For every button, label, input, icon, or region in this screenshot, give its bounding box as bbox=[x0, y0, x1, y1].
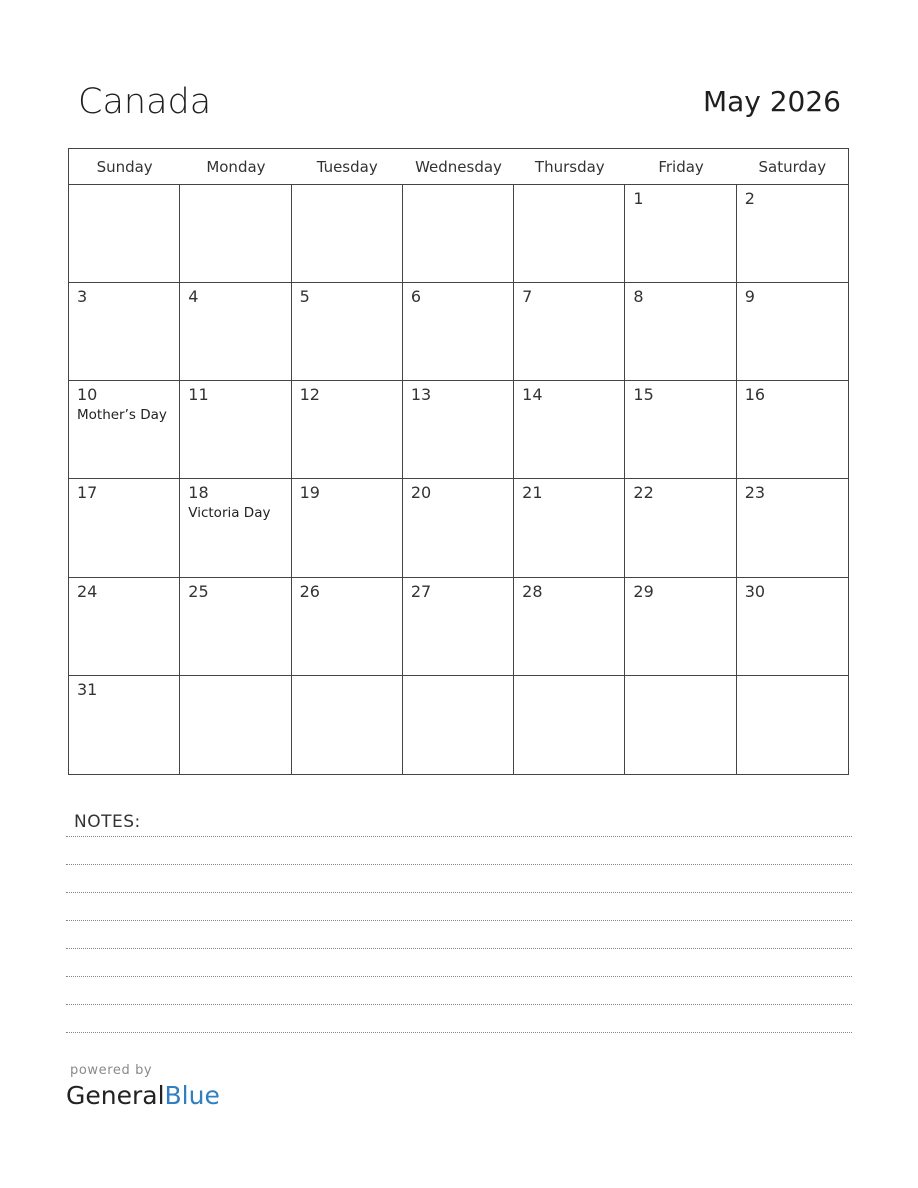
day-number: 4 bbox=[188, 287, 199, 307]
notes-line bbox=[66, 1004, 852, 1005]
holiday-label: Mother’s Day bbox=[77, 407, 167, 424]
day-cell bbox=[625, 479, 736, 577]
day-cell bbox=[180, 676, 291, 774]
day-cell bbox=[514, 578, 625, 676]
day-number: 3 bbox=[77, 287, 88, 307]
notes-line bbox=[66, 1032, 852, 1033]
day-cell bbox=[292, 578, 403, 676]
weekday-header-saturday: Saturday bbox=[737, 149, 848, 185]
weekday-header-sunday: Sunday bbox=[69, 149, 180, 185]
day-cell bbox=[625, 185, 736, 283]
day-cell bbox=[403, 381, 514, 479]
day-cell bbox=[737, 676, 848, 774]
day-cell bbox=[292, 479, 403, 577]
day-number: 2 bbox=[744, 189, 755, 208]
day-cell bbox=[514, 676, 625, 774]
day-cell bbox=[69, 479, 180, 577]
generalblue-logo bbox=[66, 1080, 220, 1112]
day-number: 11 bbox=[188, 385, 209, 405]
day-cell bbox=[180, 283, 291, 381]
day-number: 19 bbox=[299, 483, 320, 503]
notes-line bbox=[66, 864, 852, 865]
weekday-header-monday: Monday bbox=[180, 149, 291, 185]
holiday-label: Victoria Day bbox=[188, 505, 271, 522]
day-number: 16 bbox=[744, 385, 766, 405]
day-cell bbox=[625, 381, 736, 479]
day-cell bbox=[625, 578, 736, 676]
day-cell bbox=[403, 578, 514, 676]
day-cell bbox=[292, 283, 403, 381]
day-cell bbox=[180, 381, 291, 479]
day-cell bbox=[737, 283, 848, 381]
day-cell bbox=[514, 381, 625, 479]
notes-line bbox=[66, 948, 852, 949]
day-number: 14 bbox=[522, 385, 543, 405]
notes-line bbox=[66, 892, 852, 893]
day-cell bbox=[625, 283, 736, 381]
country-title: Canada bbox=[78, 82, 212, 122]
day-cell bbox=[403, 479, 514, 577]
day-cell bbox=[69, 676, 180, 774]
day-number: 5 bbox=[299, 287, 310, 307]
day-cell bbox=[737, 578, 848, 676]
day-cell bbox=[403, 283, 514, 381]
day-number: 22 bbox=[633, 483, 654, 503]
day-cell bbox=[292, 185, 403, 283]
day-number: 18 bbox=[188, 483, 209, 503]
day-cell bbox=[403, 185, 514, 283]
brand-general: General bbox=[66, 1081, 165, 1110]
day-cell bbox=[180, 578, 291, 676]
notes-line bbox=[66, 836, 852, 837]
day-cell bbox=[737, 381, 848, 479]
notes-line bbox=[66, 920, 852, 921]
weekday-header-tuesday: Tuesday bbox=[292, 149, 403, 185]
day-number: 25 bbox=[188, 581, 209, 601]
calendar-grid bbox=[68, 148, 849, 775]
day-number: 15 bbox=[633, 385, 654, 405]
day-number: 29 bbox=[633, 581, 654, 601]
day-number: 21 bbox=[522, 483, 543, 503]
day-cell bbox=[737, 479, 848, 577]
month-year-title: May 2026 bbox=[702, 85, 841, 118]
day-number: 12 bbox=[299, 385, 320, 405]
day-number: 10 bbox=[77, 385, 98, 405]
powered-by-text: powered by bbox=[70, 1063, 153, 1078]
notes-line bbox=[66, 976, 852, 977]
day-number: 13 bbox=[410, 385, 432, 405]
day-number: 9 bbox=[744, 287, 755, 307]
weekday-header-thursday: Thursday bbox=[514, 149, 625, 185]
weekday-header-wednesday: Wednesday bbox=[403, 149, 514, 185]
day-cell bbox=[180, 185, 291, 283]
brand-blue: Blue bbox=[164, 1081, 220, 1110]
day-number: 30 bbox=[744, 581, 766, 601]
day-cell bbox=[514, 185, 625, 283]
day-number: 6 bbox=[410, 287, 422, 307]
day-cell bbox=[69, 578, 180, 676]
day-cell bbox=[292, 381, 403, 479]
day-number: 8 bbox=[633, 287, 644, 307]
day-cell bbox=[69, 381, 180, 479]
day-number: 27 bbox=[410, 581, 432, 601]
day-number: 20 bbox=[410, 483, 432, 503]
day-cell bbox=[514, 283, 625, 381]
day-cell bbox=[514, 479, 625, 577]
day-number: 28 bbox=[522, 581, 543, 601]
day-cell bbox=[403, 676, 514, 774]
day-number: 31 bbox=[77, 679, 98, 699]
notes-label: NOTES: bbox=[74, 812, 141, 832]
weekday-header-friday: Friday bbox=[625, 149, 736, 185]
day-cell bbox=[69, 283, 180, 381]
day-number: 7 bbox=[522, 287, 533, 307]
day-number: 23 bbox=[744, 483, 766, 503]
day-number: 1 bbox=[633, 189, 644, 208]
day-number: 17 bbox=[77, 483, 98, 503]
day-cell bbox=[625, 676, 736, 774]
day-number: 26 bbox=[299, 581, 320, 601]
day-cell bbox=[737, 185, 848, 283]
day-cell bbox=[69, 185, 180, 283]
day-cell bbox=[292, 676, 403, 774]
day-number: 24 bbox=[77, 581, 98, 601]
day-cell bbox=[180, 479, 291, 577]
